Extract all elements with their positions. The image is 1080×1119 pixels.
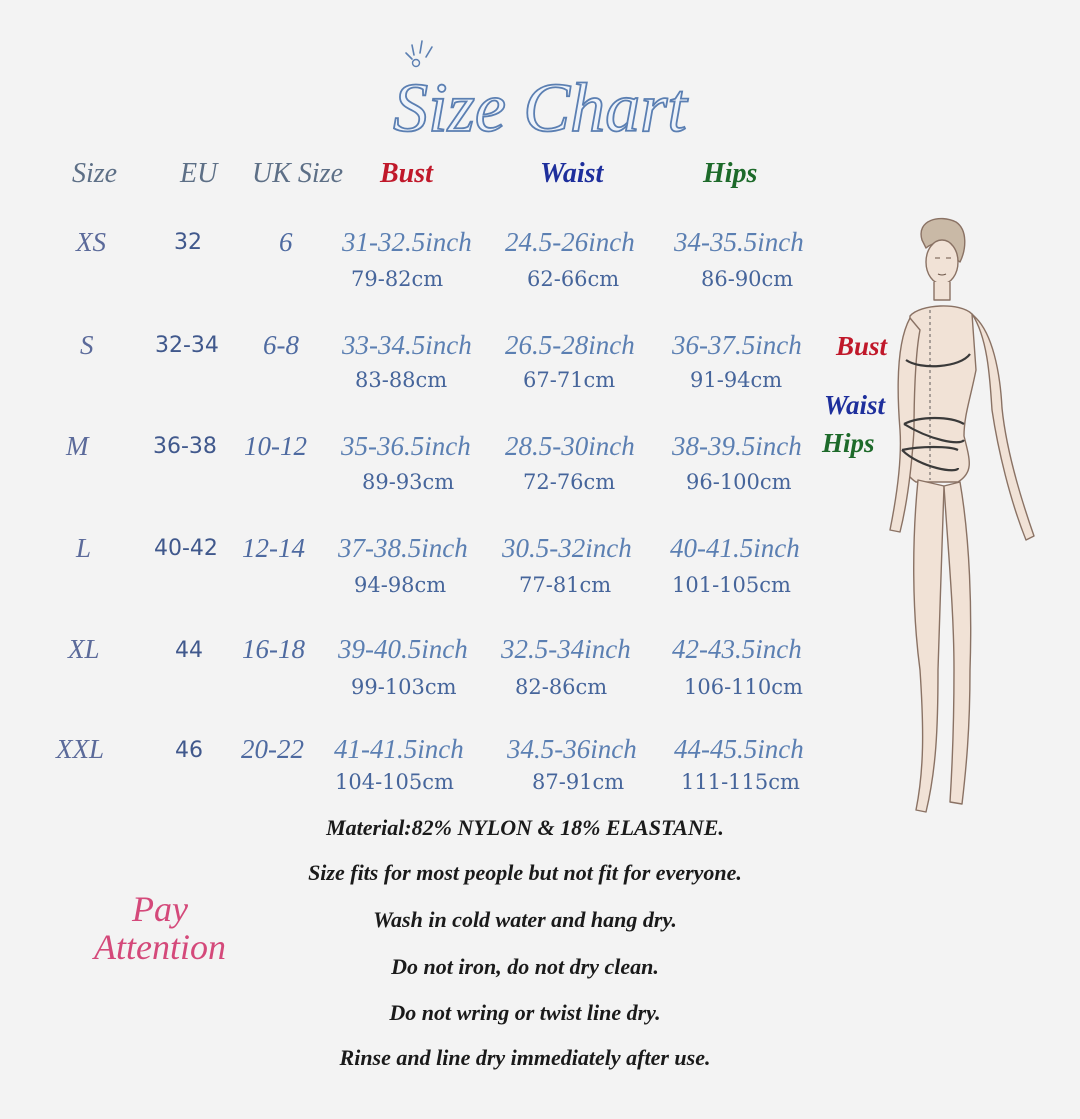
note-iron: Do not iron, do not dry clean. bbox=[391, 954, 659, 979]
row-hips-inch: 38-39.5inch bbox=[672, 431, 802, 461]
size-chart-title-art bbox=[350, 35, 730, 155]
row-hips-inch: 44-45.5inch bbox=[674, 734, 804, 764]
row-hips-cm: 101-105cm bbox=[672, 573, 791, 597]
row-waist-cm: 82-86cm bbox=[515, 675, 608, 699]
figure-label-hips: Hips bbox=[822, 428, 875, 458]
row-size: L bbox=[76, 533, 92, 563]
row-waist-inch: 28.5-30inch bbox=[505, 431, 635, 461]
body-figure-illustration bbox=[820, 210, 1060, 820]
row-hips-cm: 96-100cm bbox=[686, 470, 792, 494]
row-waist-cm: 67-71cm bbox=[523, 368, 616, 392]
row-size: M bbox=[66, 431, 89, 461]
title-text: Size Chart bbox=[393, 70, 687, 147]
note-rinse: Rinse and line dry immediately after use. bbox=[339, 1045, 711, 1070]
row-waist-cm: 87-91cm bbox=[532, 770, 625, 794]
row-uk: 10-12 bbox=[244, 431, 307, 461]
row-bust-inch: 37-38.5inch bbox=[338, 533, 468, 563]
row-uk: 12-14 bbox=[242, 533, 305, 563]
row-waist-inch: 32.5-34inch bbox=[501, 634, 631, 664]
row-eu: 32-34 bbox=[155, 333, 219, 358]
row-waist-cm: 72-76cm bbox=[523, 470, 616, 494]
note-size-fit: Size fits for most people but not fit for everyone. bbox=[308, 860, 742, 885]
row-hips-inch: 42-43.5inch bbox=[672, 634, 802, 664]
row-waist-inch: 34.5-36inch bbox=[507, 734, 637, 764]
row-eu: 46 bbox=[175, 738, 203, 763]
row-waist-cm: 62-66cm bbox=[527, 267, 620, 291]
row-bust-cm: 104-105cm bbox=[335, 770, 454, 794]
row-waist-inch: 30.5-32inch bbox=[502, 533, 632, 563]
figure-label-waist: Waist bbox=[824, 390, 886, 420]
page-title bbox=[0, 35, 1080, 155]
row-size: XL bbox=[68, 634, 100, 664]
row-bust-cm: 94-98cm bbox=[354, 573, 447, 597]
row-bust-inch: 41-41.5inch bbox=[334, 734, 464, 764]
row-uk: 16-18 bbox=[242, 634, 305, 664]
row-hips-inch: 34-35.5inch bbox=[674, 227, 804, 257]
row-bust-inch: 31-32.5inch bbox=[342, 227, 472, 257]
row-bust-cm: 79-82cm bbox=[351, 267, 444, 291]
header-hips: Hips bbox=[703, 158, 758, 189]
header-uk-size: UK Size bbox=[252, 158, 343, 189]
row-size: S bbox=[80, 330, 94, 360]
row-hips-inch: 36-37.5inch bbox=[672, 330, 802, 360]
header-size: Size bbox=[72, 158, 118, 189]
row-hips-cm: 86-90cm bbox=[701, 267, 794, 291]
row-uk: 6-8 bbox=[263, 330, 299, 360]
row-bust-cm: 89-93cm bbox=[362, 470, 455, 494]
row-uk: 6 bbox=[279, 227, 293, 257]
row-bust-cm: 83-88cm bbox=[355, 368, 448, 392]
pay-attention-line2: Attention bbox=[94, 927, 226, 967]
row-waist-cm: 77-81cm bbox=[519, 573, 612, 597]
figure-label-bust: Bust bbox=[836, 331, 888, 361]
note-wring: Do not wring or twist line dry. bbox=[389, 1000, 661, 1025]
row-bust-cm: 99-103cm bbox=[351, 675, 457, 699]
header-waist: Waist bbox=[540, 158, 604, 189]
row-size: XS bbox=[76, 227, 106, 257]
header-bust: Bust bbox=[380, 158, 433, 189]
header-eu: EU bbox=[180, 158, 218, 189]
row-waist-inch: 26.5-28inch bbox=[505, 330, 635, 360]
row-eu: 36-38 bbox=[153, 434, 217, 459]
row-waist-inch: 24.5-26inch bbox=[505, 227, 635, 257]
note-wash: Wash in cold water and hang dry. bbox=[373, 907, 677, 932]
row-hips-cm: 111-115cm bbox=[681, 770, 800, 794]
row-hips-cm: 91-94cm bbox=[690, 368, 783, 392]
row-eu: 44 bbox=[175, 638, 203, 663]
row-hips-cm: 106-110cm bbox=[684, 675, 803, 699]
row-eu: 32 bbox=[174, 230, 202, 255]
row-size: XXL bbox=[56, 734, 105, 764]
row-bust-inch: 35-36.5inch bbox=[341, 431, 471, 461]
row-hips-inch: 40-41.5inch bbox=[670, 533, 800, 563]
note-material: Material:82% NYLON & 18% ELASTANE. bbox=[326, 815, 724, 840]
row-uk: 20-22 bbox=[241, 734, 304, 764]
row-eu: 40-42 bbox=[154, 536, 218, 561]
row-bust-inch: 33-34.5inch bbox=[342, 330, 472, 360]
row-bust-inch: 39-40.5inch bbox=[338, 634, 468, 664]
pay-attention-line1: Pay bbox=[132, 889, 188, 929]
